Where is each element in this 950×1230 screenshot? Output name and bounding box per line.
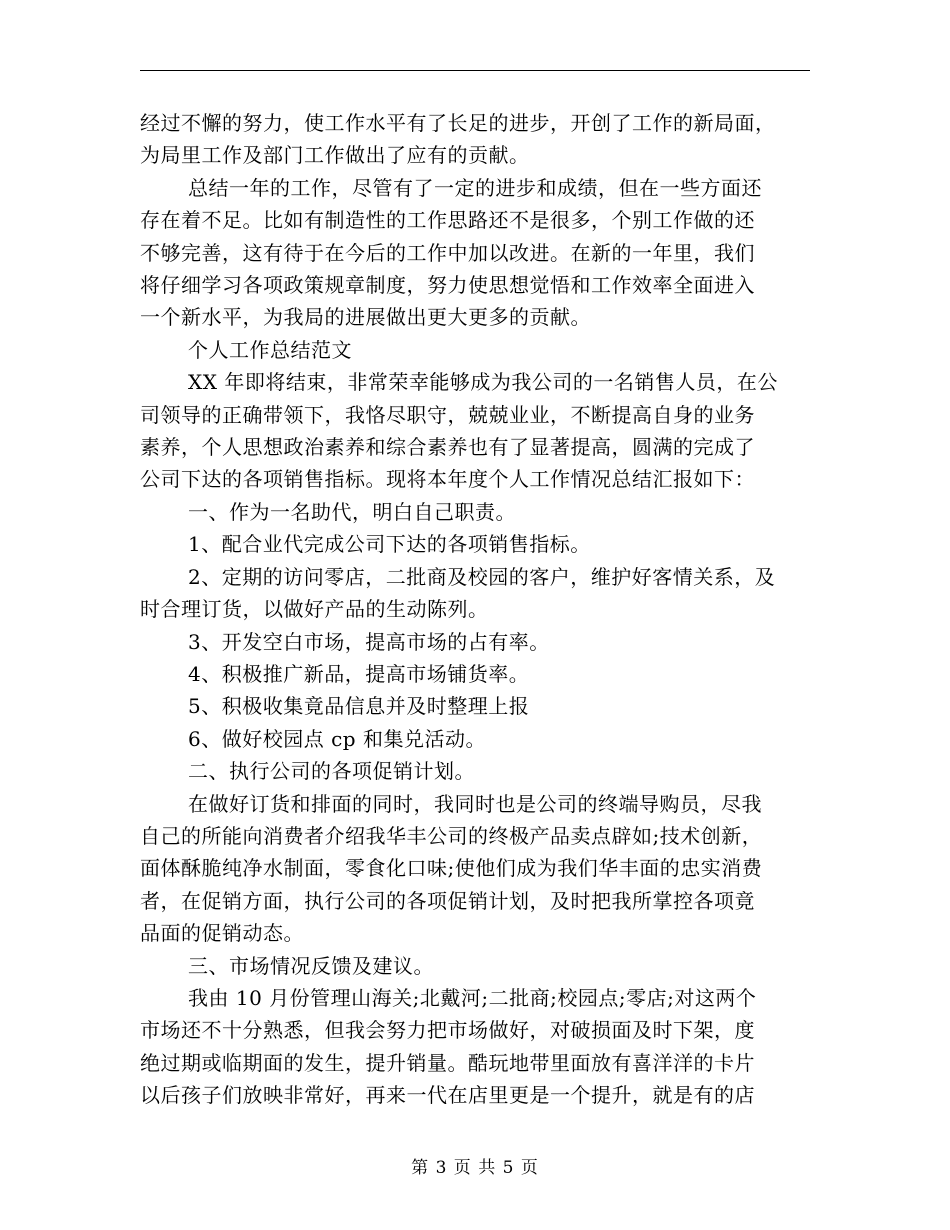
paragraph bbox=[140, 626, 810, 658]
text-line: 为局里工作及部门工作做出了应有的贡献。 bbox=[140, 143, 530, 168]
paragraph bbox=[140, 334, 810, 366]
text-line: 市场还不十分熟悉，但我会努力把市场做好，对破损面及时下架，度 bbox=[140, 1018, 755, 1043]
paragraph bbox=[140, 528, 810, 560]
text-line: 在做好订货和排面的同时，我同时也是公司的终端导购员，尽我 bbox=[188, 791, 762, 816]
text-line: 将仔细学习各项政策规章制度，努力使思想觉悟和工作效率全面进入 bbox=[140, 273, 755, 298]
text-line: 司领导的正确带领下，我恪尽职守，兢兢业业，不断提高自身的业务 bbox=[140, 402, 755, 427]
paragraph bbox=[140, 658, 810, 690]
text-line: 公司下达的各项销售指标。现将本年度个人工作情况总结汇报如下： bbox=[140, 467, 755, 492]
text-line: 4、积极推广新品，提高市场铺货率。 bbox=[188, 661, 530, 686]
text-line: 绝过期或临期面的发生，提升销量。酷玩地带里面放有喜洋洋的卡片 bbox=[140, 1050, 755, 1075]
paragraph bbox=[140, 788, 810, 950]
text-line: 一、作为一名助代，明白自己职责。 bbox=[188, 499, 516, 524]
text-line: 5、积极收集竟品信息并及时整理上报 bbox=[188, 694, 530, 719]
text-line: 我由 10 月份管理山海关;北戴河;二批商;校园点;零店;对这两个 bbox=[188, 985, 757, 1010]
text-line: 6、做好校园点 cp 和集兑活动。 bbox=[188, 726, 486, 751]
paragraph bbox=[140, 755, 810, 787]
document-body bbox=[140, 107, 810, 1112]
text-line: 经过不懈的努力，使工作水平有了长足的进步，开创了工作的新局面， bbox=[140, 111, 776, 135]
paragraph bbox=[140, 950, 810, 982]
text-line: 不够完善，这有待于在今后的工作中加以改进。在新的一年里，我们 bbox=[140, 240, 755, 265]
text-line: 1、配合业代完成公司下达的各项销售指标。 bbox=[188, 532, 591, 557]
paragraph bbox=[140, 172, 810, 334]
text-line: 面体酥脆纯净水制面，零食化口味;使他们成为我们华丰面的忠实消费 bbox=[140, 856, 763, 881]
text-line: 总结一年的工作，尽管有了一定的进步和成绩，但在一些方面还 bbox=[188, 175, 762, 200]
paragraph bbox=[140, 982, 810, 1112]
paragraph bbox=[140, 107, 810, 172]
text-line: 自己的所能向消费者介绍我华丰公司的终极产品卖点辟如;技术创新， bbox=[140, 823, 763, 848]
text-line: 时合理订货，以做好产品的生动陈列。 bbox=[140, 597, 489, 622]
text-line: 素养，个人思想政治素养和综合素养也有了显著提高，圆满的完成了 bbox=[140, 435, 755, 460]
paragraph bbox=[140, 723, 810, 755]
paragraph bbox=[140, 496, 810, 528]
paragraph bbox=[140, 690, 810, 722]
text-line: 2、定期的访问零店，二批商及校园的客户，维护好客情关系，及 bbox=[188, 564, 776, 589]
text-line: 三、市场情况反馈及建议。 bbox=[188, 953, 434, 978]
text-line: 以后孩子们放映非常好，再来一代在店里更是一个提升，就是有的店 bbox=[140, 1083, 755, 1108]
paragraph bbox=[140, 366, 810, 496]
text-line: 3、开发空白市场，提高市场的占有率。 bbox=[188, 629, 550, 654]
text-line: 二、执行公司的各项促销计划。 bbox=[188, 759, 475, 784]
text-line: 个人工作总结范文 bbox=[188, 337, 352, 362]
header-rule bbox=[140, 70, 810, 71]
text-line: XX 年即将结束，非常荣幸能够成为我公司的一名销售人员，在公 bbox=[188, 370, 778, 395]
text-line: 一个新水平，为我局的进展做出更大更多的贡献。 bbox=[140, 305, 591, 330]
text-line: 存在着不足。比如有制造性的工作思路还不是很多，个别工作做的还 bbox=[140, 208, 755, 233]
paragraph bbox=[140, 561, 810, 626]
text-line: 品面的促销动态。 bbox=[140, 921, 304, 946]
page-footer: 第 3 页 共 5 页 bbox=[411, 1158, 539, 1178]
text-line: 者，在促销方面，执行公司的各项促销计划，及时把我所掌控各项竟 bbox=[140, 888, 755, 913]
